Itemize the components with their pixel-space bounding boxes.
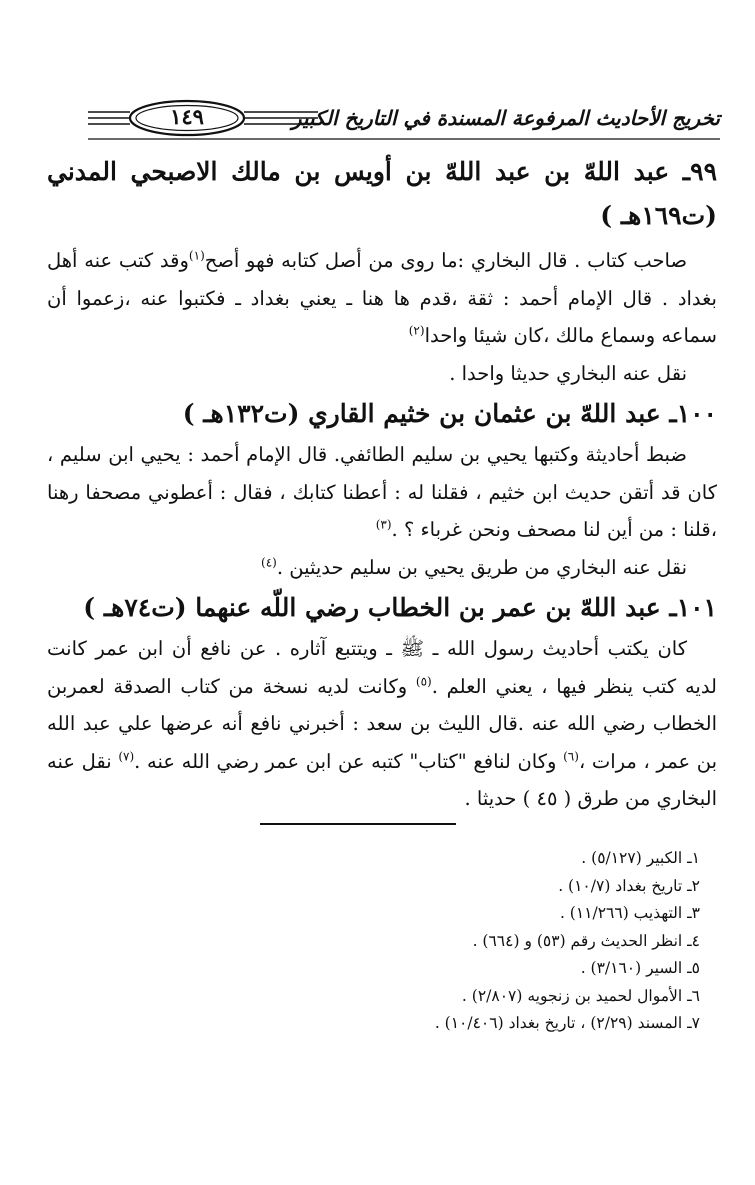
paragraph bbox=[47, 242, 717, 355]
entry-101 bbox=[47, 586, 717, 818]
footnote-ref: (٥) bbox=[415, 674, 432, 688]
paragraph-text: وكانت لديه نسخة من كتاب الصدقة لعمربن الخطاب رضي الله عنه .قال الليث بن سعد : أخبرني نافع أنه عرضها علي عبد الله بن عمر ، مرات ، bbox=[47, 674, 718, 773]
footnote-item: ٢ـ تاريخ بغداد (١٠/٧) . bbox=[558, 876, 700, 895]
paragraph: نقل عنه البخاري حديثا واحدا . bbox=[449, 361, 687, 385]
footnote-ref: (٦) bbox=[563, 749, 579, 763]
paragraph bbox=[47, 630, 717, 818]
paragraph-text: ضبط أحاديثة وكتبها يحيي بن سليم الطائفي. قال الإمام أحمد : يحيي ابن سليم ، كان قد أتقن حديث ابن خثيم ، فقلنا له : أعطنا كتابك ، فقال : أعطوني مصحفا رهنا ،قلنا : من أين لنا مصحف ونحن غرباء ؟ . bbox=[47, 443, 717, 541]
entry-title: ١٠١ـ عبد اللهّ بن عمر بن الخطاب رضي اللّه عنهما (ت٧٤هـ ) bbox=[83, 593, 717, 622]
paragraph-text: نقل عنه البخاري من طرق ( ٤٥ ) حديثا . bbox=[47, 749, 717, 810]
paragraph bbox=[47, 436, 717, 549]
paragraph-text: وكان لنافع "كتاب" كتبه عن ابن عمر رضي الله عنه . bbox=[134, 749, 557, 773]
footnote-separator bbox=[260, 823, 456, 825]
paragraph-text: نقل عنه البخاري من طريق يحيي بن سليم حديثين . bbox=[276, 555, 687, 579]
entry-title: ١٠٠ـ عبد اللهّ بن عثمان بن خثيم القاري (ت١٣٢هـ ) bbox=[182, 399, 717, 428]
running-title: تخريج الأحاديث المرفوعة المسندة في التاريخ الكبير bbox=[291, 106, 720, 130]
footnote-item: ٣ـ التهذيب (١١/٢٦٦) . bbox=[559, 904, 700, 922]
footnote-item: ٤ـ انظر الحديث رقم (٥٣) و (٦٦٤) . bbox=[472, 931, 700, 950]
footnote-item: ١ـ الكبير (٥/١٢٧) . bbox=[581, 849, 700, 867]
entry-100 bbox=[47, 392, 717, 586]
footnote-ref: (٢) bbox=[408, 323, 425, 338]
footnote-ref: (١) bbox=[188, 248, 205, 263]
paragraph bbox=[47, 549, 717, 587]
footnotes-list bbox=[280, 845, 700, 1038]
footnote-ref: (٣) bbox=[375, 517, 392, 532]
footnote-item: ٧ـ المسند (٢/٢٩) ، تاريخ بغداد (١٠/٤٠٦) . bbox=[434, 1014, 700, 1032]
footnote-item: ٥ـ السير (٣/١٦٠) . bbox=[580, 959, 700, 977]
paragraph-text: كان يكتب أحاديث رسول الله ـ ﷺ ـ ويتتبع آثاره . عن نافع أن ابن عمر كانت لديه كتب ينظر فيها ، يعني العلم . bbox=[47, 637, 717, 698]
paragraph-text: صاحب كتاب . قال البخاري :ما روى من أصل كتابه فهو أصح bbox=[204, 249, 687, 272]
footnote-ref: (٧) bbox=[118, 749, 135, 763]
footnote-ref: (٤) bbox=[261, 555, 277, 569]
footnote-item: ٦ـ الأموال لحميد بن زنجويه (٢/٨٠٧) . bbox=[461, 986, 700, 1005]
entry-99 bbox=[47, 150, 717, 392]
paragraph-text: وقد كتب عنه أهل بغداد . قال الإمام أحمد : ثقة ،قدم ها هنا ـ يعني بغداد ـ فكتبوا عنه ،زعموا أن سماعه وسماع مالك ،كان شيئا واحدا bbox=[47, 249, 717, 347]
entry-title: ٩٩ـ عبد اللهّ بن عبد اللهّ بن أويس بن مالك الاصبحي المدني (ت١٦٩هـ ) bbox=[47, 157, 717, 230]
page-header bbox=[88, 95, 720, 141]
page-number: ١٤٩ bbox=[170, 104, 204, 129]
page-body bbox=[47, 150, 717, 818]
